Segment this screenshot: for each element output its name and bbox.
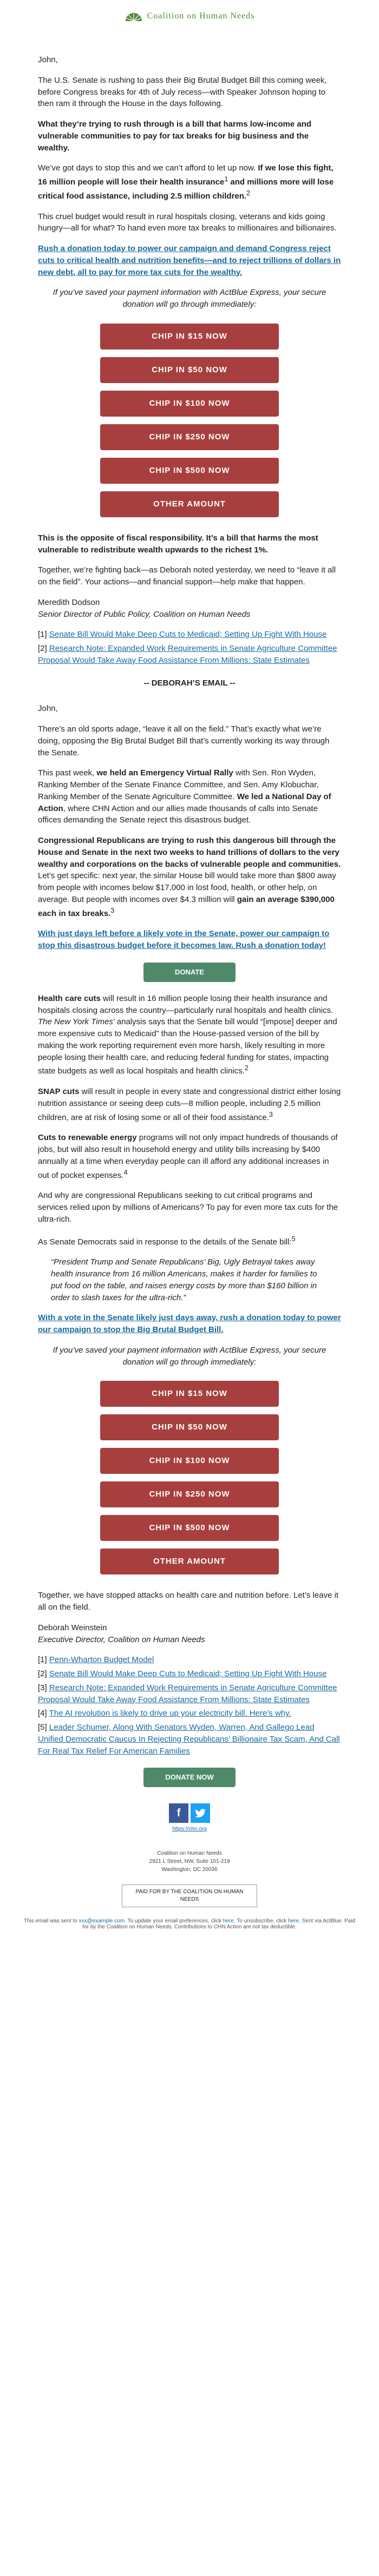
reference-2: [2] Research Note: Expanded Work Requirements in Senate Agriculture Committee Proposal Would Take Away Food Assistance From Millions: State Estimates: [38, 644, 337, 665]
footnote-link[interactable]: Leader Schumer, Along With Senators Wyden, Warren, And Gallego Lead Unified Democratic Caucus In Rejecting Republicans’ Billionaire Tax Scam, And Call For Real Tax Relief For American Families: [38, 1723, 340, 1756]
reference-link[interactable]: Research Note: Expanded Work Requirements in Senate Agriculture Committee Proposal Would Take Away Food Assistance From Millions: State Estimates: [38, 644, 337, 665]
footer-address-line-1: 2921 L Street, NW, Suite 101-219: [149, 1859, 230, 1865]
logo[interactable]: [125, 11, 255, 22]
sun-logo-icon: [125, 11, 143, 22]
chip-100-button[interactable]: CHIP IN $100 NOW: [100, 1448, 279, 1474]
actblue-note: If you’ve saved your payment information with ActBlue Express, your secure donation will go through immediately:: [53, 288, 326, 309]
donate-now-button[interactable]: DONATE NOW: [143, 1768, 236, 1787]
other-amount-button[interactable]: OTHER AMOUNT: [100, 491, 279, 517]
chip-buttons-group-1: [38, 319, 341, 532]
chip-buttons-group-2: [38, 1376, 341, 1590]
donate-link-text[interactable]: Rush a donation today to power our campaign and demand Congress reject cuts to critical health and nutrition benefits—and to reject trillions of dollars in new debt, all to pay for more tax cuts for the wealthy.: [38, 244, 341, 277]
greeting-2: John,: [38, 704, 58, 714]
donate-link-2[interactable]: [38, 928, 341, 952]
chip-15-button[interactable]: CHIP IN $15 NOW: [100, 324, 279, 350]
footer-org: Coalition on Human Needs: [157, 1850, 222, 1857]
intro-paragraph-3: We’ve got days to stop this and we can’t afford to let up now. If we lose this fight, 16 million people will lose their health insurance$^1$ and millions more will lose critical food assistance, including 2.5 million children.$^2$: [38, 163, 334, 201]
donate-link-text[interactable]: With a vote in the Senate likely just days away, rush a donation today to power our campaign to stop the Big Brutal Budget Bill.: [38, 1313, 341, 1334]
facebook-icon[interactable]: f: [169, 1803, 188, 1823]
footer-url[interactable]: https://chn.org: [172, 1826, 207, 1833]
intro-paragraph-2: What they’re trying to rush through is a bill that harms low-income and vulnerable communities to pay for tax breaks for big business and the wealthy.: [38, 120, 312, 153]
snap-paragraph: SNAP cuts will result in people in every state and congressional district either losing nutrition assistance or seeing deep cuts—8 million people, including 2.5 million children, are at risk of losing some or all of their food assistance.$^3$: [38, 1087, 341, 1122]
preferences-link[interactable]: here: [223, 1918, 234, 1925]
reference-1: [1] Senate Bill Would Make Deep Cuts to Medicaid; Setting Up Fight With House: [38, 630, 327, 640]
footnote-1: [1] Penn-Wharton Budget Model: [38, 1655, 154, 1665]
deborah-paragraph-1: There’s an old sports adage, “leave it all on the field.” That’s exactly what we’re doing, opposing the Big Brutal Budget Bill that’s currently working its way through the Senate.: [38, 724, 330, 757]
actblue-note-2: If you’ve saved your payment information with ActBlue Express, your secure donation will go through immediately:: [53, 1345, 326, 1367]
chip-100-button[interactable]: CHIP IN $100 NOW: [100, 391, 279, 417]
chip-50-button[interactable]: CHIP IN $50 NOW: [100, 1414, 279, 1440]
donate-link-3[interactable]: [38, 1312, 341, 1336]
donate-link-text[interactable]: With just days left before a likely vote in the Senate, power our campaign to stop this disastrous budget before it becomes law. Rush a donation today!: [38, 929, 330, 950]
chip-500-button[interactable]: CHIP IN $500 NOW: [100, 458, 279, 484]
footnote-4: [4] The AI revolution is likely to drive up your electricity bill. Here’s why.: [38, 1709, 291, 1718]
social-links: [0, 1803, 379, 1823]
footnote-link[interactable]: Penn-Wharton Budget Model: [49, 1655, 154, 1665]
signature-title: Senior Director of Public Policy, Coalition on Human Needs: [38, 609, 251, 619]
signature-title-2: Executive Director, Coalition on Human Needs: [38, 1635, 205, 1644]
chip-50-button[interactable]: CHIP IN $50 NOW: [100, 357, 279, 383]
deborah-paragraph-2: This past week, we held an Emergency Virtual Rally with Sen. Ron Wyden, Ranking Member of the Senate Finance Committee, and Sen. Amy Klobuchar, Ranking Member of the Senate Agriculture Committee. We led a National Day of Action, where CHN Action and our allies made thousands of calls into Senate offices demanding the Senate reject this disastrous budget.: [38, 768, 331, 825]
deborah-paragraph-3: Congressional Republicans are trying to rush this dangerous bill through the House and Senate in the next two weeks to hand trillions of dollars to the very wealthy and corporations on the backs of vulnerable people and communities. Let’s get specific: next year, the similar House bill would take more than $800 away from people with incomes below $17,000 in lost food, health, or other help, on average. But people with incomes over $4.3 million will gain an average $390,000 each in tax breaks.$^3$: [38, 836, 341, 918]
signature-name: Meredith Dodson: [38, 597, 100, 607]
paid-for-box: PAID FOR BY THE COALITION ON HUMAN NEEDS: [122, 1885, 257, 1907]
energy-paragraph: Cuts to renewable energy programs will not only impact hundreds of thousands of jobs, but will also result in household energy and utility bills increasing by $400 annually at a time when everyday people can ill afford any additional increases in out of pocket expenses.$^4$: [38, 1133, 338, 1180]
recipient-email-link[interactable]: xxx@example.com: [79, 1918, 125, 1925]
email-header: [0, 0, 379, 32]
middle-paragraph-1: This is the opposite of fiscal responsibility. It’s a bill that harms the most vulnerable to redistribute wealth upwards to the richest 1%.: [38, 533, 318, 555]
logo-text: Coalition on Human Needs: [147, 11, 255, 21]
footnote-link[interactable]: Senate Bill Would Make Deep Cuts to Medicaid; Setting Up Fight With House: [49, 1669, 327, 1678]
unsubscribe-link[interactable]: here: [288, 1918, 299, 1925]
unsubscribe-text: This email was sent to xxx@example.com. To update your email preferences, click here. To unsubscribe, click here. Sent via ActBlue. Paid for by the Coalition on Human Needs. Contributions to CHN Action are not tax deductible.: [23, 1918, 356, 1931]
other-amount-button[interactable]: OTHER AMOUNT: [100, 1549, 279, 1574]
email-content: [38, 32, 341, 1787]
footnote-3: [3] Research Note: Expanded Work Requirements in Senate Agriculture Committee Proposal Would Take Away Food Assistance From Millions: State Estimates: [38, 1683, 337, 1704]
health-care-paragraph: Health care cuts will result in 16 million people losing their health insurance and hospitals closing across the country—particularly rural hospitals and health clinics. The New York Times’ analysis says that the Senate bill would “[impose] deeper and more expensive cuts to Medicaid” than the House-passed version of the bill by making the work reporting requirement even more harsh, likely resulting in more people losing their health care, and reducing federal funding for states, impacting state budgets as well as local hospitals and health clinics.$^2$: [38, 993, 337, 1076]
chip-15-button[interactable]: CHIP IN $15 NOW: [100, 1381, 279, 1407]
section-divider-title: -- DEBORAH’S EMAIL --: [143, 678, 236, 688]
deborah-paragraph-7: And why are congressional Republicans seeking to cut critical programs and services relied upon by millions of Americans? To pay for even more tax cuts for the ultra-rich.: [38, 1191, 338, 1224]
footnote-5: [5] Leader Schumer, Along With Senators Wyden, Warren, And Gallego Lead Unified Democratic Caucus In Rejecting Republicans’ Billionaire Tax Scam, And Call For Real Tax Relief For American Families: [38, 1723, 340, 1756]
senate-quote: “President Trump and Senate Republicans’ Big, Ugly Betrayal takes away health insurance from 16 million Americans, makes it harder for families to put food on the table, and raises energy costs by more than $160 billion in order to slash taxes for the ultra-rich.”: [51, 1257, 317, 1302]
chip-250-button[interactable]: CHIP IN $250 NOW: [100, 1481, 279, 1507]
footer-address-line-2: Washington, DC 20036: [161, 1867, 218, 1873]
donate-button[interactable]: DONATE: [143, 963, 236, 982]
intro-paragraph-1: The U.S. Senate is rushing to pass their Big Brutal Budget Bill this coming week, before Congress breaks for 4th of July recess—with Speaker Johnson hoping to then ram it through the House in the days following.: [38, 75, 327, 109]
footer-address: [0, 1849, 379, 1874]
footnote-link[interactable]: The AI revolution is likely to drive up your electricity bill. Here’s why.: [49, 1709, 291, 1718]
intro-paragraph-4: This cruel budget would result in rural hospitals closing, veterans and kids going hungry—all for what? To hand even more tax breaks to millionaires and billionaires.: [38, 212, 337, 233]
reference-link[interactable]: Senate Bill Would Make Deep Cuts to Medicaid; Setting Up Fight With House: [49, 630, 327, 640]
chip-500-button[interactable]: CHIP IN $500 NOW: [100, 1515, 279, 1541]
greeting: John,: [38, 55, 58, 64]
donate-link-1[interactable]: [38, 243, 341, 278]
middle-paragraph-2: Together, we’re fighting back—as Deborah noted yesterday, we need to “leave it all on the field”. Your actions—and financial support—help make that happen.: [38, 565, 336, 587]
footnote-2: [2] Senate Bill Would Make Deep Cuts to Medicaid; Setting Up Fight With House: [38, 1669, 327, 1678]
closing-paragraph: Together, we have stopped attacks on health care and nutrition before. Let’s leave it all on the field.: [38, 1591, 339, 1612]
footnote-link[interactable]: Research Note: Expanded Work Requirements in Senate Agriculture Committee Proposal Would Take Away Food Assistance From Millions: State Estimates: [38, 1683, 337, 1704]
twitter-icon[interactable]: [191, 1803, 210, 1823]
signature-name-2: Deborah Weinstein: [38, 1623, 107, 1632]
deborah-paragraph-8: As Senate Democrats said in response to the details of the Senate bill:$^5$: [38, 1235, 296, 1247]
chip-250-button[interactable]: CHIP IN $250 NOW: [100, 424, 279, 450]
